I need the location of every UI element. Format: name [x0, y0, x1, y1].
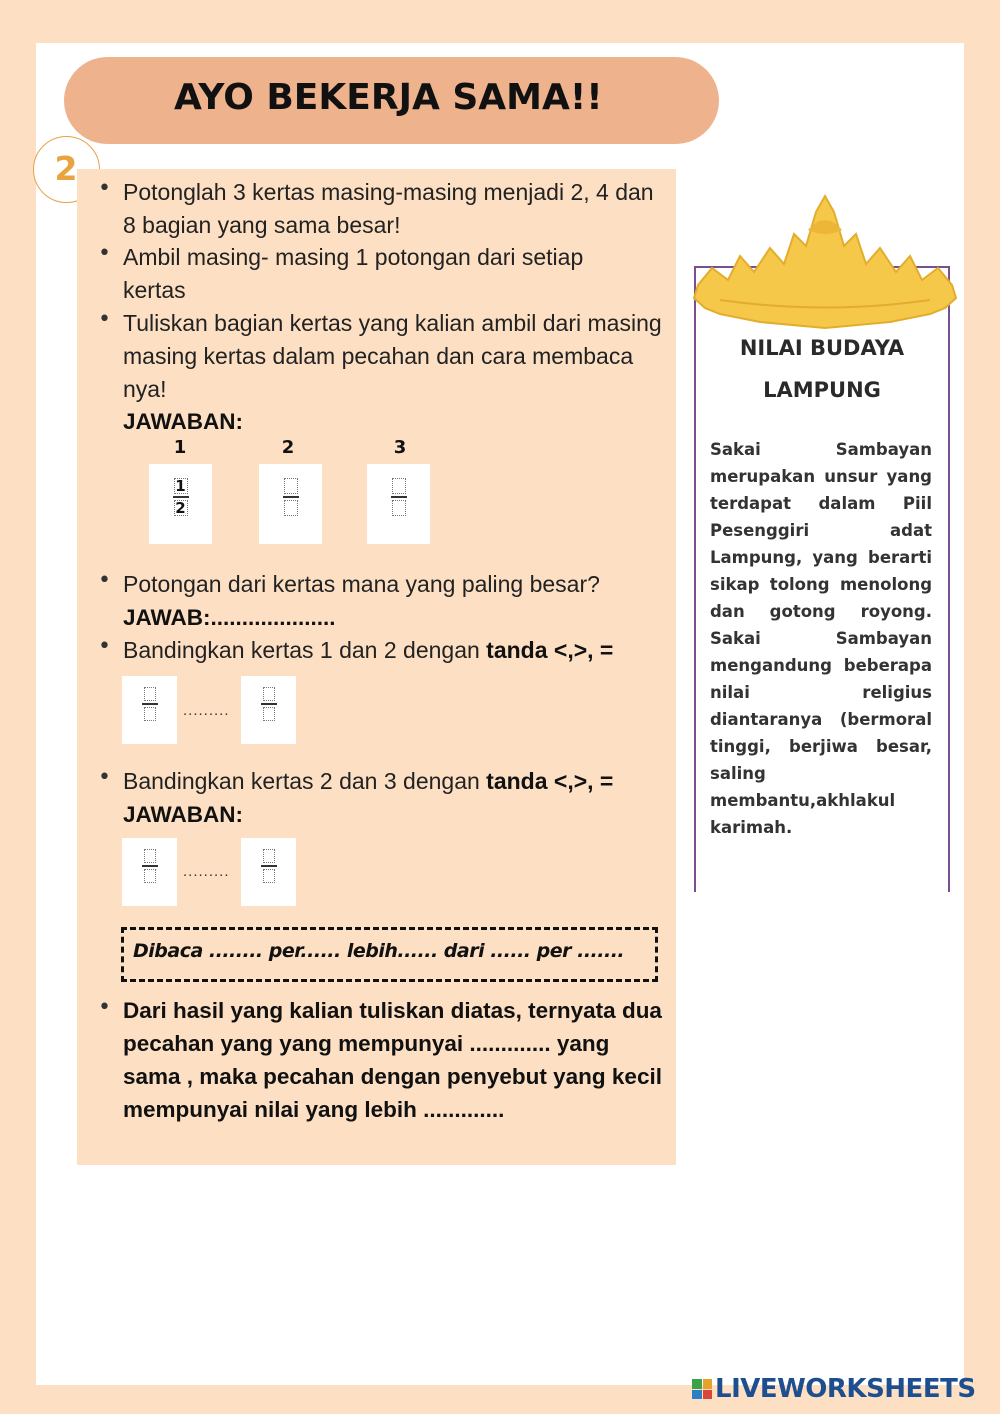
- fraction-card-3: [367, 464, 430, 544]
- fraction: [261, 687, 277, 721]
- fraction: [173, 478, 189, 516]
- bullet: •: [98, 568, 111, 593]
- fraction: [261, 849, 277, 883]
- task-item-4: Potongan dari kertas mana yang paling besar?: [123, 571, 600, 597]
- denominator-input[interactable]: [144, 707, 156, 721]
- denominator-input[interactable]: [284, 500, 298, 516]
- numerator-input[interactable]: 1: [175, 477, 186, 495]
- sidebar-body: Sakai Sambayan merupakan unsur yang terdapat dalam Piil Pesenggiri adat Lampung, yang berarti sikap tolong menolong dan gotong royong. Sakai Sambayan mengandung beberapa nilai religius diantaranya (bermoral tinggi, berjiwa besar, saling membantu,akhlakul karimah.: [710, 440, 932, 837]
- task-item-6-symbols: tanda <,>, =: [486, 768, 614, 794]
- answer-label-6: JAWABAN:: [123, 802, 244, 827]
- fraction-bar: [261, 703, 277, 705]
- answer-label: JAWABAN:: [123, 409, 244, 434]
- denominator-input[interactable]: [263, 869, 275, 883]
- fraction-bar: [142, 703, 158, 705]
- title-banner: [64, 57, 719, 144]
- task-item-6-text: Bandingkan kertas 2 dan 3 dengan: [123, 768, 487, 794]
- task-item-6: [123, 765, 668, 798]
- bullet: •: [98, 241, 111, 266]
- liveworksheets-logo: [692, 1376, 976, 1402]
- fraction-bar: [283, 496, 299, 498]
- reading-sentence-box: [121, 927, 658, 982]
- task-item-2: Ambil masing- masing 1 potongan dari setiap kertas: [123, 244, 584, 303]
- task-item-5: [123, 634, 668, 667]
- fraction-bar: [391, 496, 407, 498]
- logo-text: LIVEWORKSHEETS: [715, 1374, 976, 1404]
- fraction: [391, 478, 407, 516]
- step-number: 2: [54, 149, 78, 188]
- bullet: •: [98, 995, 111, 1020]
- compare-sign-blank-2[interactable]: .........: [183, 863, 230, 880]
- culture-sidebar: [694, 266, 950, 892]
- bullet: •: [98, 307, 111, 332]
- sidebar-title-line2: LAMPUNG: [763, 378, 881, 402]
- task-item-1: Potonglah 3 kertas masing-masing menjadi 2, 4 dan 8 bagian yang sama besar!: [123, 179, 654, 238]
- siger-crown-icon: [690, 190, 960, 340]
- bullet: •: [98, 176, 111, 201]
- conclusion-text: Dari hasil yang kalian tuliskan diatas, ternyata dua pecahan yang yang mempunyai ............. yang sama , maka pecahan dengan penyebut yang kecil mempunyai nilai yang lebih .............: [123, 998, 662, 1122]
- numerator-input[interactable]: [144, 687, 156, 701]
- column-number-1: 1: [173, 437, 187, 458]
- column-number-3: 3: [393, 437, 407, 458]
- page-title: AYO BEKERJA SAMA!!: [174, 77, 603, 118]
- fraction: [142, 687, 158, 721]
- task-item-5-text: Bandingkan kertas 1 dan 2 dengan: [123, 637, 487, 663]
- task-item-5-symbols: tanda <,>, =: [486, 637, 614, 663]
- numerator-input[interactable]: [263, 849, 275, 863]
- denominator-input[interactable]: [144, 869, 156, 883]
- answer-4-line[interactable]: JAWAB:....................: [123, 605, 336, 630]
- bullet: •: [98, 634, 111, 659]
- numerator-input[interactable]: [392, 478, 406, 494]
- compare-card-left-2: [122, 838, 177, 906]
- numerator-input[interactable]: [263, 687, 275, 701]
- denominator-input[interactable]: [392, 500, 406, 516]
- compare-card-right-2: [241, 838, 296, 906]
- fraction-bar: [173, 496, 189, 498]
- compare-card-left: [122, 676, 177, 744]
- denominator-input[interactable]: 2: [175, 498, 186, 517]
- denominator-input[interactable]: [263, 707, 275, 721]
- compare-sign-blank[interactable]: .........: [183, 702, 230, 719]
- sidebar-title-line1: NILAI BUDAYA: [739, 336, 905, 360]
- fraction-card-2: [259, 464, 322, 544]
- numerator-input[interactable]: [144, 849, 156, 863]
- compare-card-right: [241, 676, 296, 744]
- fraction: [283, 478, 299, 516]
- fraction-bar: [142, 865, 158, 867]
- column-number-2: 2: [281, 437, 295, 458]
- fraction-card-1: [149, 464, 212, 544]
- task-item-3: Tuliskan bagian kertas yang kalian ambil dari masing masing kertas dalam pecahan dan cara membaca nya!: [123, 310, 662, 402]
- fraction: [142, 849, 158, 883]
- numerator-input[interactable]: [284, 478, 298, 494]
- fraction-bar: [261, 865, 277, 867]
- bullet: •: [98, 765, 111, 790]
- logo-grid-icon: [692, 1379, 712, 1399]
- reading-sentence[interactable]: Dibaca ........ per...... lebih...... dari ...... per .......: [133, 940, 625, 962]
